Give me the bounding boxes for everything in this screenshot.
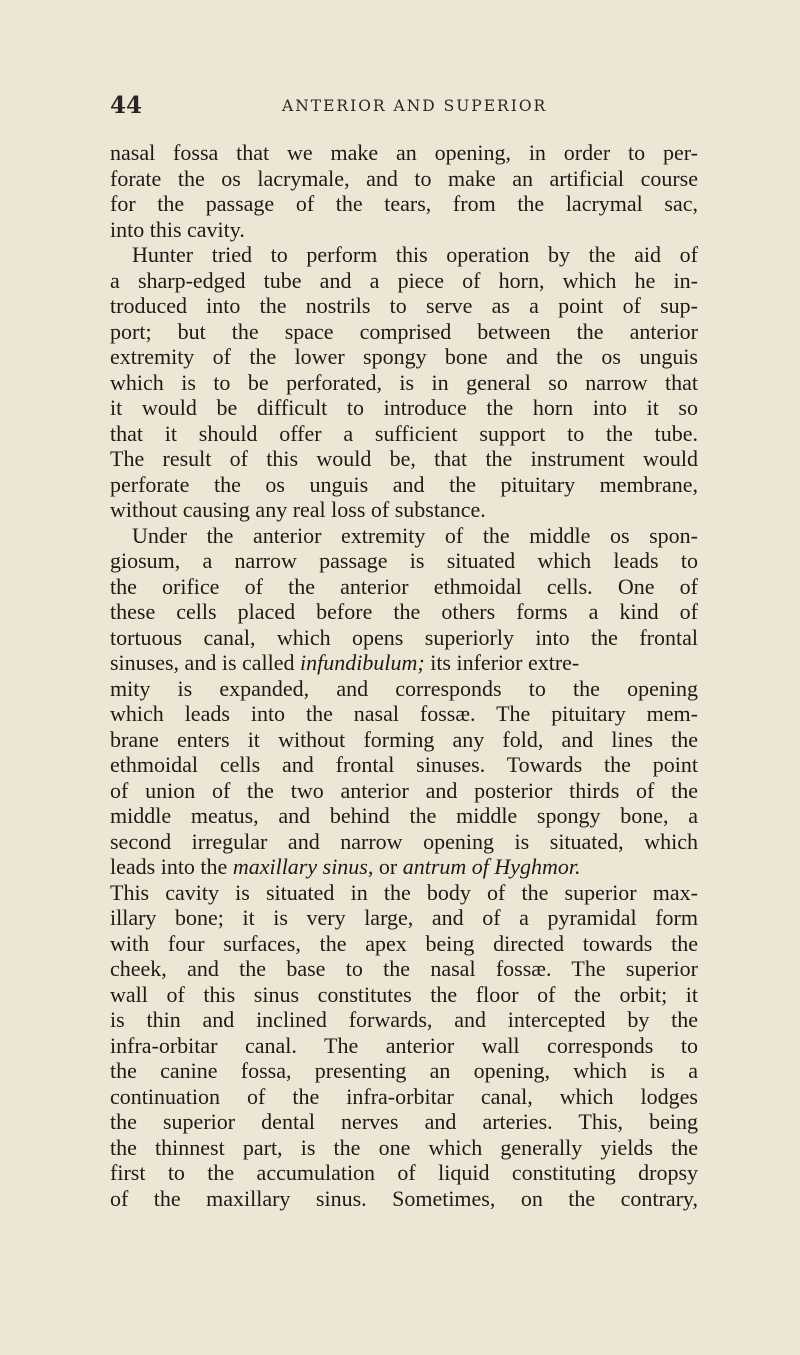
term-antrum: antrum of Hyghmor. xyxy=(402,854,581,879)
text-line: of union of the two anterior and posterior thirds of the xyxy=(110,777,698,803)
text-line: mity is expanded, and corresponds to the opening xyxy=(110,675,698,701)
page-number: 44 xyxy=(110,92,143,119)
text-line: it would be difficult to introduce the horn into it so xyxy=(110,395,698,420)
text-line: cheek, and the base to the nasal fossæ. The superior xyxy=(110,956,698,981)
text-line: middle meatus, and behind the middle spongy bone, a xyxy=(110,803,698,828)
text-line: which is to be perforated, is in general so narrow that xyxy=(110,369,698,395)
text-line: that it should offer a sufficient support to the tube. xyxy=(110,420,698,446)
text-line: brane enters it without forming any fold, and lines the xyxy=(110,726,698,752)
text-line: the superior dental nerves and arteries. This, being xyxy=(110,1109,698,1134)
text-line: is thin and inclined forwards, and intercepted by the xyxy=(110,1007,698,1032)
text-line: without causing any real loss of substance. xyxy=(110,497,486,522)
text-line: troduced into the nostrils to serve as a point of sup- xyxy=(110,293,698,318)
text-line xyxy=(110,650,698,676)
body-text xyxy=(110,140,698,1211)
term-maxillary-sinus: maxillary sinus, xyxy=(232,854,374,879)
text-line: second irregular and narrow opening is situated, which xyxy=(110,828,698,854)
text-line: the thinnest part, is the one which generally yields the xyxy=(110,1134,698,1160)
term-infundibulum: infundibulum; xyxy=(300,650,425,675)
text-line: port; but the space comprised between the anterior xyxy=(110,318,698,344)
text-line: wall of this sinus constitutes the floor of the orbit; it xyxy=(110,981,698,1007)
text-line: Hunter tried to perform this operation by the aid of xyxy=(132,242,698,267)
text-line: into this cavity. xyxy=(110,216,245,242)
text-line: tortuous canal, which opens superiorly into the frontal xyxy=(110,624,698,650)
text-line: extremity of the lower spongy bone and the os unguis xyxy=(110,344,698,369)
text-segment: or xyxy=(378,854,398,879)
text-segment: sinuses, and is called xyxy=(110,650,295,675)
text-line: This cavity is situated in the body of the superior max- xyxy=(110,879,698,905)
text-line: Under the anterior extremity of the middle os spon- xyxy=(132,522,698,548)
text-segment: its inferior extre- xyxy=(430,650,580,675)
text-line: these cells placed before the others forms a kind of xyxy=(110,599,698,624)
text-line: the canine fossa, presenting an opening, which is a xyxy=(110,1058,698,1083)
text-line: first to the accumulation of liquid constituting dropsy xyxy=(110,1160,698,1185)
text-line: with four surfaces, the apex being directed towards the xyxy=(110,930,698,956)
text-line: for the passage of the tears, from the lacrymal sac, xyxy=(110,191,698,216)
text-line xyxy=(110,854,698,880)
text-line: continuation of the infra-orbitar canal, which lodges xyxy=(110,1083,698,1109)
text-line: giosum, a narrow passage is situated which leads to xyxy=(110,548,698,573)
text-line: infra-orbitar canal. The anterior wall corresponds to xyxy=(110,1032,698,1058)
running-title: ANTERIOR AND SUPERIOR xyxy=(282,97,548,115)
text-line: The result of this would be, that the instrument would xyxy=(110,446,698,471)
text-line: the orifice of the anterior ethmoidal cells. One of xyxy=(110,573,698,599)
text-line: nasal fossa that we make an opening, in order to per- xyxy=(110,140,698,165)
text-line: which leads into the nasal fossæ. The pituitary mem- xyxy=(110,701,698,726)
text-line: of the maxillary sinus. Sometimes, on the contrary, xyxy=(110,1185,698,1211)
page-header xyxy=(110,92,690,122)
text-line: perforate the os unguis and the pituitary membrane, xyxy=(110,471,698,497)
text-line: forate the os lacrymale, and to make an artificial course xyxy=(110,165,698,191)
text-line: ethmoidal cells and frontal sinuses. Towards the point xyxy=(110,752,698,777)
text-line: illary bone; it is very large, and of a pyramidal form xyxy=(110,905,698,930)
text-line: a sharp-edged tube and a piece of horn, which he in- xyxy=(110,267,698,293)
text-segment: leads into the xyxy=(110,854,228,879)
